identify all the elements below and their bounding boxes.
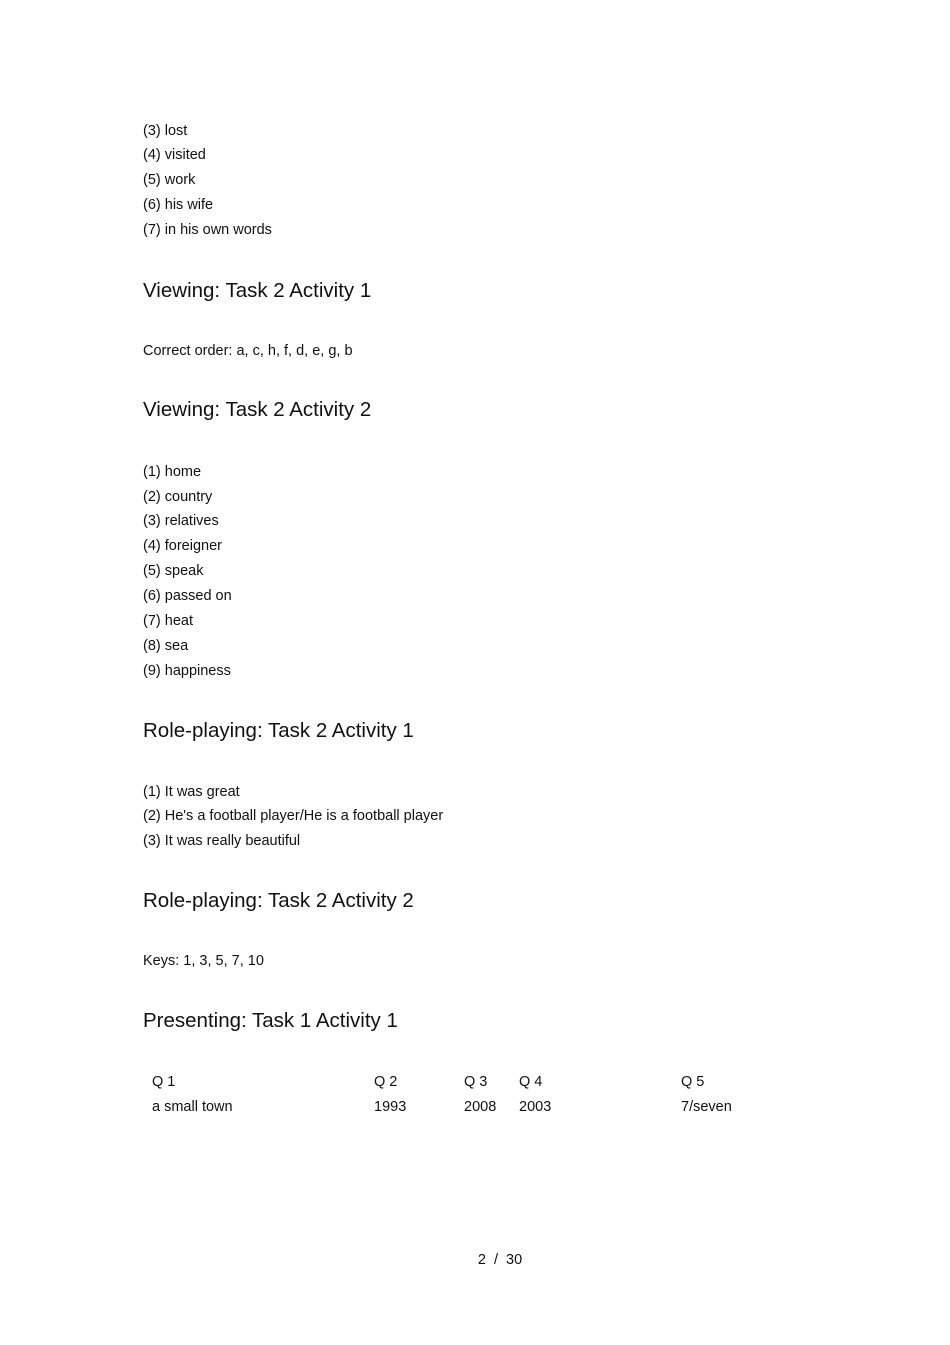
page-number: 2 / 30: [477, 1252, 523, 1268]
table-header-cell: Q 1: [152, 1074, 176, 1090]
list-item: (3) relatives: [143, 513, 219, 529]
section-heading: Role-playing: Task 2 Activity 1: [143, 719, 414, 742]
section-heading: Role-playing: Task 2 Activity 2: [143, 889, 414, 912]
table-header-cell: Q 5: [681, 1074, 705, 1090]
list-item: (7) heat: [143, 613, 193, 629]
table-cell: 2008: [464, 1099, 497, 1115]
list-item: (1) It was great: [143, 784, 240, 800]
list-item: (6) his wife: [143, 197, 214, 213]
answer-text: Correct order: a, c, h, f, d, e, g, b: [143, 343, 353, 359]
table-cell: 1993: [374, 1099, 407, 1115]
list-item: (2) He's a football player/He is a football player: [143, 808, 444, 824]
list-item: (9) happiness: [143, 663, 231, 679]
list-item: (3) lost: [143, 123, 188, 139]
list-item: (7) in his own words: [143, 222, 272, 238]
list-item: (4) visited: [143, 147, 206, 163]
table-cell: 2003: [519, 1099, 552, 1115]
section-heading: Viewing: Task 2 Activity 2: [143, 398, 372, 421]
table-header-cell: Q 3: [464, 1074, 488, 1090]
list-item: (2) country: [143, 489, 213, 505]
list-item: (5) work: [143, 172, 196, 188]
list-item: (6) passed on: [143, 588, 232, 604]
table-cell: 7/seven: [681, 1099, 732, 1115]
section-heading: Viewing: Task 2 Activity 1: [143, 279, 372, 302]
table-header-cell: Q 4: [519, 1074, 543, 1090]
list-item: (1) home: [143, 464, 202, 480]
answer-text: Keys: 1, 3, 5, 7, 10: [143, 953, 264, 969]
list-item: (4) foreigner: [143, 538, 222, 554]
section-heading: Presenting: Task 1 Activity 1: [143, 1009, 398, 1032]
table-cell: a small town: [152, 1099, 233, 1115]
list-item: (3) It was really beautiful: [143, 833, 301, 849]
list-item: (8) sea: [143, 638, 189, 654]
table-header-cell: Q 2: [374, 1074, 398, 1090]
list-item: (5) speak: [143, 563, 204, 579]
